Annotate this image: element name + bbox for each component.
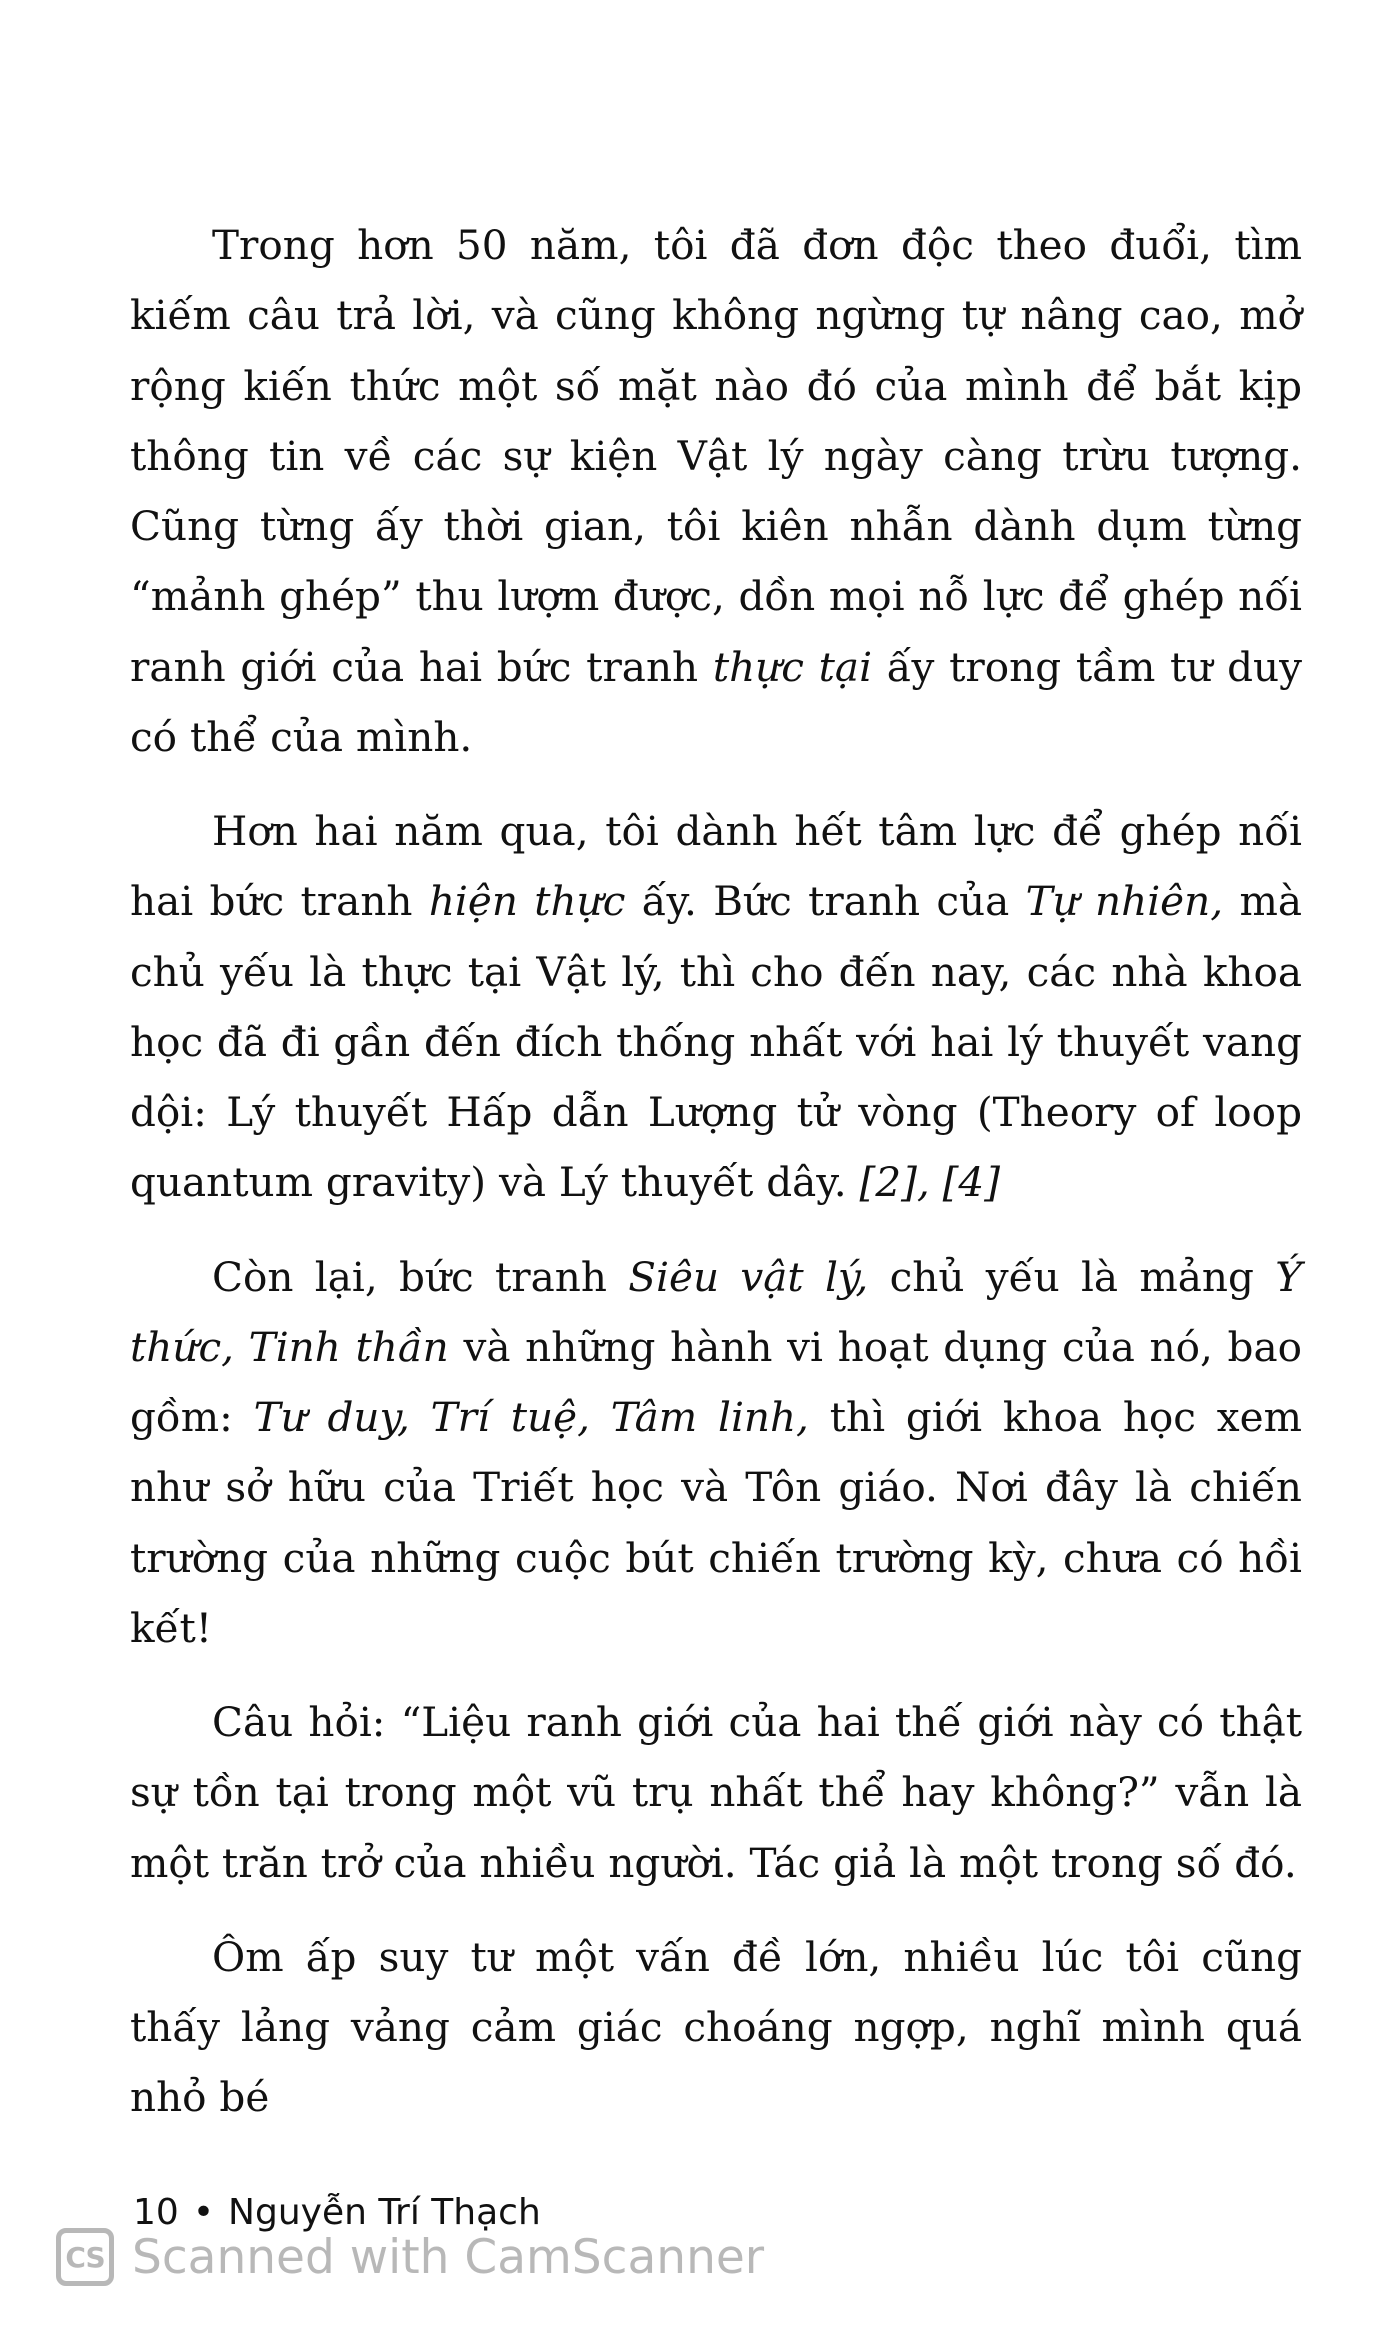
body-text	[130, 210, 1302, 2133]
para-2-seg-4: Tự nhiên,	[1025, 877, 1224, 926]
paragraph-2	[130, 796, 1302, 1218]
para-3-seg-1: Còn lại, bức tranh	[212, 1252, 629, 1301]
author-name: Nguyễn Trí Thạch	[228, 2192, 541, 2233]
para-2-seg-3: ấy. Bức tranh của	[625, 877, 1026, 926]
para-4-seg-1: Câu hỏi: “Liệu ranh giới của hai thế giới này có thật sự tồn tại trong một vũ trụ nhất thể hay không?” vẫn là một trăn trở của nhiều người. Tác giả là một trong số đó.	[130, 1698, 1302, 1887]
para-1-seg-1: Trong hơn 50 năm, tôi đã đơn độc theo đuổi, tìm kiếm câu trả lời, và cũng không ngừng tự nâng cao, mở rộng kiến thức một số mặt nào đó của mình để bắt kịp thông tin về các sự kiện Vật lý ngày càng trừu tượng. Cũng từng ấy thời gian, tôi kiên nhẫn dành dụm từng “mảnh ghép” thu lượm được, dồn mọi nỗ lực để ghép nối ranh giới của hai bức tranh	[130, 221, 1302, 691]
para-3-seg-2: Siêu vật lý,	[628, 1252, 869, 1301]
para-3-seg-3: chủ yếu là mảng	[868, 1252, 1276, 1301]
para-3-seg-4: Ý thức, Tinh thần	[130, 1252, 1302, 1371]
para-2-seg-2: hiện thực	[428, 877, 626, 926]
paragraph-5	[130, 1922, 1302, 2133]
para-1-seg-3: ấy trong tầm tư duy có thể của mình.	[130, 642, 1302, 761]
paragraph-1	[130, 210, 1302, 772]
para-3-seg-6: Tư duy, Trí tuệ, Tâm linh,	[253, 1393, 809, 1441]
paragraph-4	[130, 1687, 1302, 1898]
para-2-seg-1: Hơn hai năm qua, tôi dành hết tâm lực để ghép nối hai bức tranh	[130, 807, 1302, 926]
page-footer	[133, 2192, 541, 2233]
camscanner-logo-icon: CS	[56, 2228, 114, 2286]
page-number: 10	[133, 2192, 179, 2233]
camscanner-watermark	[56, 2228, 764, 2286]
para-2-seg-6: [2], [4]	[859, 1158, 1000, 1207]
footer-separator: •	[192, 2192, 215, 2233]
paragraph-3	[130, 1242, 1302, 1664]
para-2-seg-5: mà chủ yếu là thực tại Vật lý, thì cho đến nay, các nhà khoa học đã đi gần đến đích thống nhất với hai lý thuyết vang dội: Lý thuyết Hấp dẫn Lượng tử vòng (Theory of loop quantum gravity) và Lý thuyết dây.	[130, 877, 1302, 1207]
para-3-seg-7: thì giới khoa học xem như sở hữu của Triết học và Tôn giáo. Nơi đây là chiến trường của những cuộc bút chiến trường kỳ, chưa có hồi kết!	[130, 1393, 1302, 1652]
watermark-text: Scanned with CamScanner	[132, 2229, 765, 2285]
para-1-seg-2: thực tại	[712, 642, 873, 691]
para-3-seg-5: và những hành vi hoạt dụng của nó, bao gồm:	[130, 1322, 1303, 1441]
para-5-seg-1: Ôm ấp suy tư một vấn đề lớn, nhiều lúc tôi cũng thấy lảng vảng cảm giác choáng ngợp, nghĩ mình quá nhỏ bé	[130, 1932, 1302, 2122]
